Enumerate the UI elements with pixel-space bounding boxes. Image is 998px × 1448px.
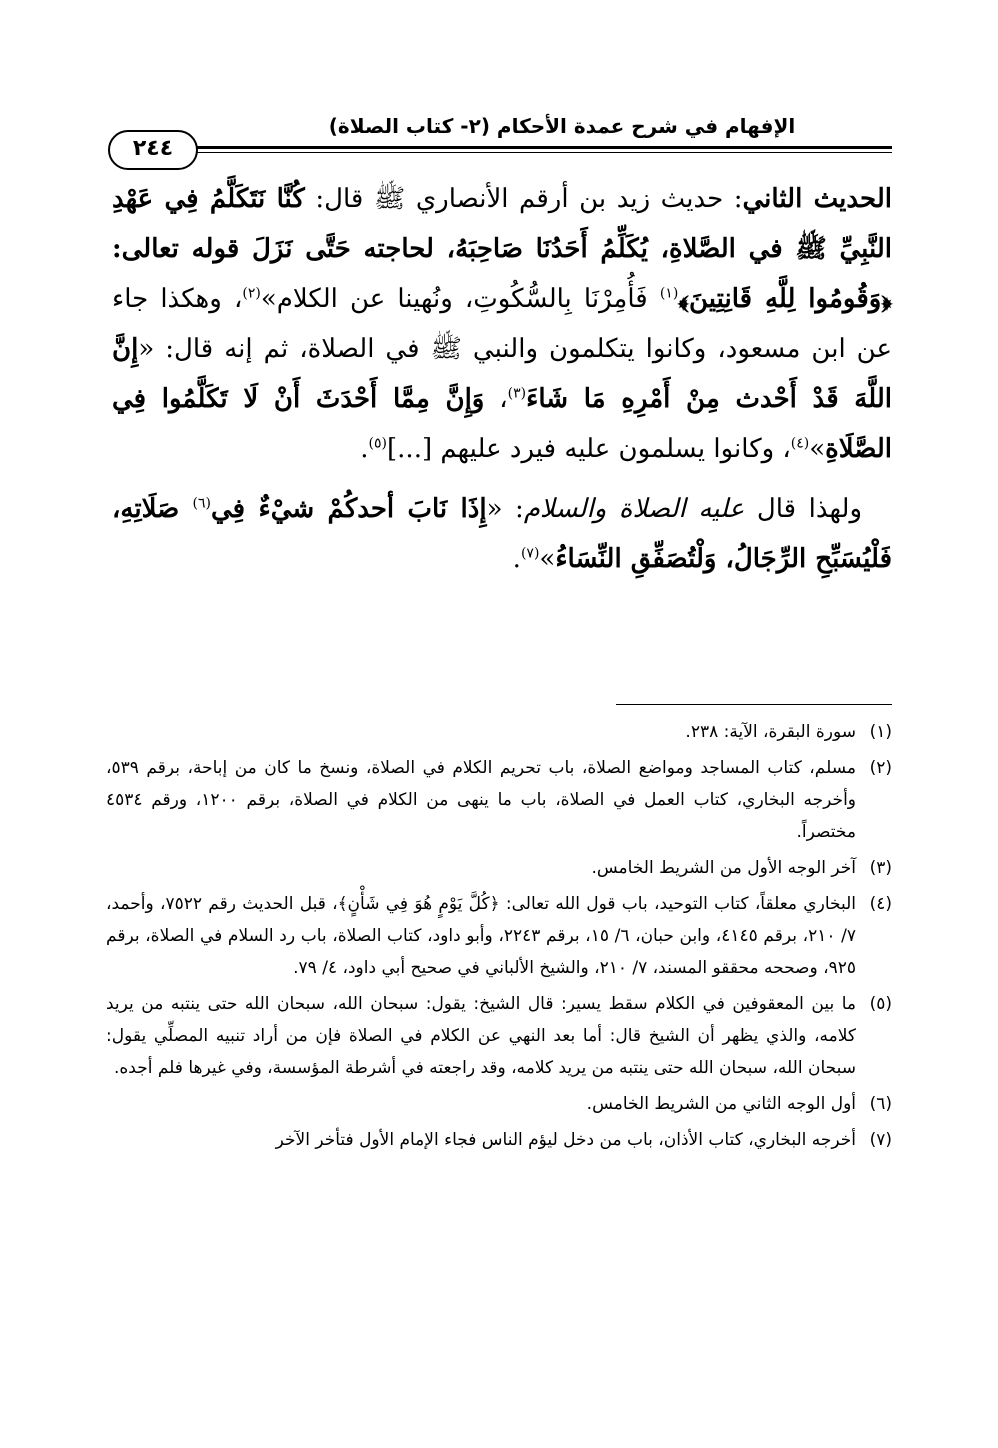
quran-verse: ﴿وَقُومُوا لِلَّهِ قَانِتِينَ﴾	[678, 284, 892, 314]
footnote: (٦)أول الوجه الثاني من الشريط الخامس.	[586, 1094, 892, 1114]
footnote: (٥)ما بين المعقوفين في الكلام سقط يسير: قال الشيخ: يقول: سبحان الله، سبحان الله حتى ينتبه من يريد كلامه، والذي يظهر أن الشيخ قال: أما بعد النهي عن الكلام في الصلاة فإن من أراد تنبيه المصلِّي يقول: سبحان الله، سبحان الله حتى ينتبه من يريد كلامه، وقد راجعته في أشرطة المؤسسة، وفي غيرها فلم أجده.	[106, 994, 892, 1078]
running-header	[112, 108, 892, 164]
paragraph-tasbih: ولهذا قال عليه الصلاة والسلام: «إِذَا نَابَ أحدكُمْ شيْءٌ فِي$^{(٦)}$ صَلَاتِهِ، فَلْيُسَبِّحِ الرِّجَالُ، وَلْتُصَفِّقِ النِّسَاءُ»$^{(٧)}$.	[112, 494, 892, 574]
footnote: (٤)البخاري معلقاً، كتاب التوحيد، باب قول الله تعالى: ﴿كُلَّ يَوْمٍ هُوَ فِي شَأْنٍ﴾، قبل الحديث رقم ٧٥٢٢، وأحمد، ٧/ ٢١٠، برقم ٤١٤٥، وابن حبان، ٦/ ١٥، برقم ٢٢٤٣، وأبو داود، كتاب الصلاة، باب رد السلام في الصلاة، برقم ٩٢٥، وصححه محققو المسند، ٧/ ٢١٠، والشيخ الألباني في صحيح أبي داود، ٤/ ٧٩.	[106, 894, 892, 978]
paragraph-hadith: الحديث الثاني: حديث زيد بن أرقم الأنصاري ﷺ قال: كُنَّا نَتَكَلَّمُ فِي عَهْدِ النَّبِيِّ ﷺ في الصَّلاةِ، يُكَلِّمُ أَحَدُنَا صَاحِبَهُ، لحاجته حَتَّى نَزَلَ قوله تعالى: ﴿وَقُومُوا لِلَّهِ قَانِتِينَ﴾$^{(١)}$ فَأُمِرْنَا بِالسُّكُوتِ، ونُهينا عن الكلام»$^{(٢)}$، وهكذا جاء عن ابن مسعود، وكانوا يتكلمون والنبي ﷺ في الصلاة، ثم إنه قال: «إِنَّ اللَّهَ قَدْ أَحْدث مِنْ أَمْرِهِ مَا شَاءَ$^{(٣)}$، وَإِنَّ مِمَّا أَحْدَثَ أَنْ لَا تَكَلَّمُوا فِي الصَّلَاةِ»$^{(٤)}$، وكانوا يسلمون عليه فيرد عليهم [...]$^{(٥)}$.	[112, 184, 892, 464]
footnote: (٧)أخرجه البخاري، كتاب الأذان، باب من دخل ليؤم الناس فجاء الإمام الأول فتأخر الآخر	[275, 1130, 892, 1150]
footnote-ref-3: (٣)	[507, 385, 527, 402]
hadith-quote: إِذَا نَابَ أحدكُمْ شيْءٌ فِي	[211, 494, 487, 524]
footnote: (١)سورة البقرة، الآية: ٢٣٨.	[685, 722, 892, 742]
header-title: الإفهام في شرح عمدة الأحكام (٢- كتاب الصلاة)	[328, 114, 796, 138]
page-number: ٢٤٤	[108, 130, 198, 170]
salawat-text: عليه الصلاة والسلام	[523, 494, 745, 524]
footnote-separator	[616, 704, 892, 705]
footnote-ref-2: (٢)	[242, 285, 261, 302]
footnote: (٢)مسلم، كتاب المساجد ومواضع الصلاة، باب تحريم الكلام في الصلاة، ونسخ ما كان من إباحة، برقم ٥٣٩، وأخرجه البخاري، كتاب العمل في الصلاة، باب ما ينهى من الكلام في الصلاة، برقم ١٢٠٠، ورقم ٤٥٣٤ مختصراً.	[106, 758, 892, 842]
hadith-quote: وَإِنَّ مِمَّا أَحْدَثَ أَنْ لَا تَكَلَّمُوا فِي الصَّلَاةِ	[112, 384, 892, 464]
main-text	[112, 174, 892, 584]
hadith-quote: كُنَّا نَتَكَلَّمُ فِي عَهْدِ النَّبِيِّ ﷺ في الصَّلاةِ، يُكَلِّمُ أَحَدُنَا صَاحِبَهُ، لحاجته حَتَّى نَزَلَ قوله تعالى:	[112, 184, 892, 264]
hadith-quote: إِنَّ اللَّهَ قَدْ أَحْدث مِنْ أَمْرِهِ مَا شَاءَ	[112, 334, 892, 414]
header-rule-thin	[112, 152, 892, 153]
hadith-quote: صَلَاتِهِ، فَلْيُسَبِّحِ الرِّجَالُ، وَلْتُصَفِّقِ النِّسَاءُ	[112, 494, 892, 574]
header-rule-thick	[112, 146, 892, 149]
footnote-ref-5: (٥)	[368, 435, 388, 452]
footnotes	[106, 716, 892, 1160]
hadith-heading: الحديث الثاني	[742, 184, 892, 214]
footnote-ref-4: (٤)	[790, 435, 810, 452]
footnote-ref-1: (١)	[659, 285, 679, 302]
footnote-ref-6: (٦)	[192, 495, 211, 512]
footnote-ref-7: (٧)	[520, 545, 540, 562]
footnote: (٣)آخر الوجه الأول من الشريط الخامس.	[591, 858, 892, 878]
